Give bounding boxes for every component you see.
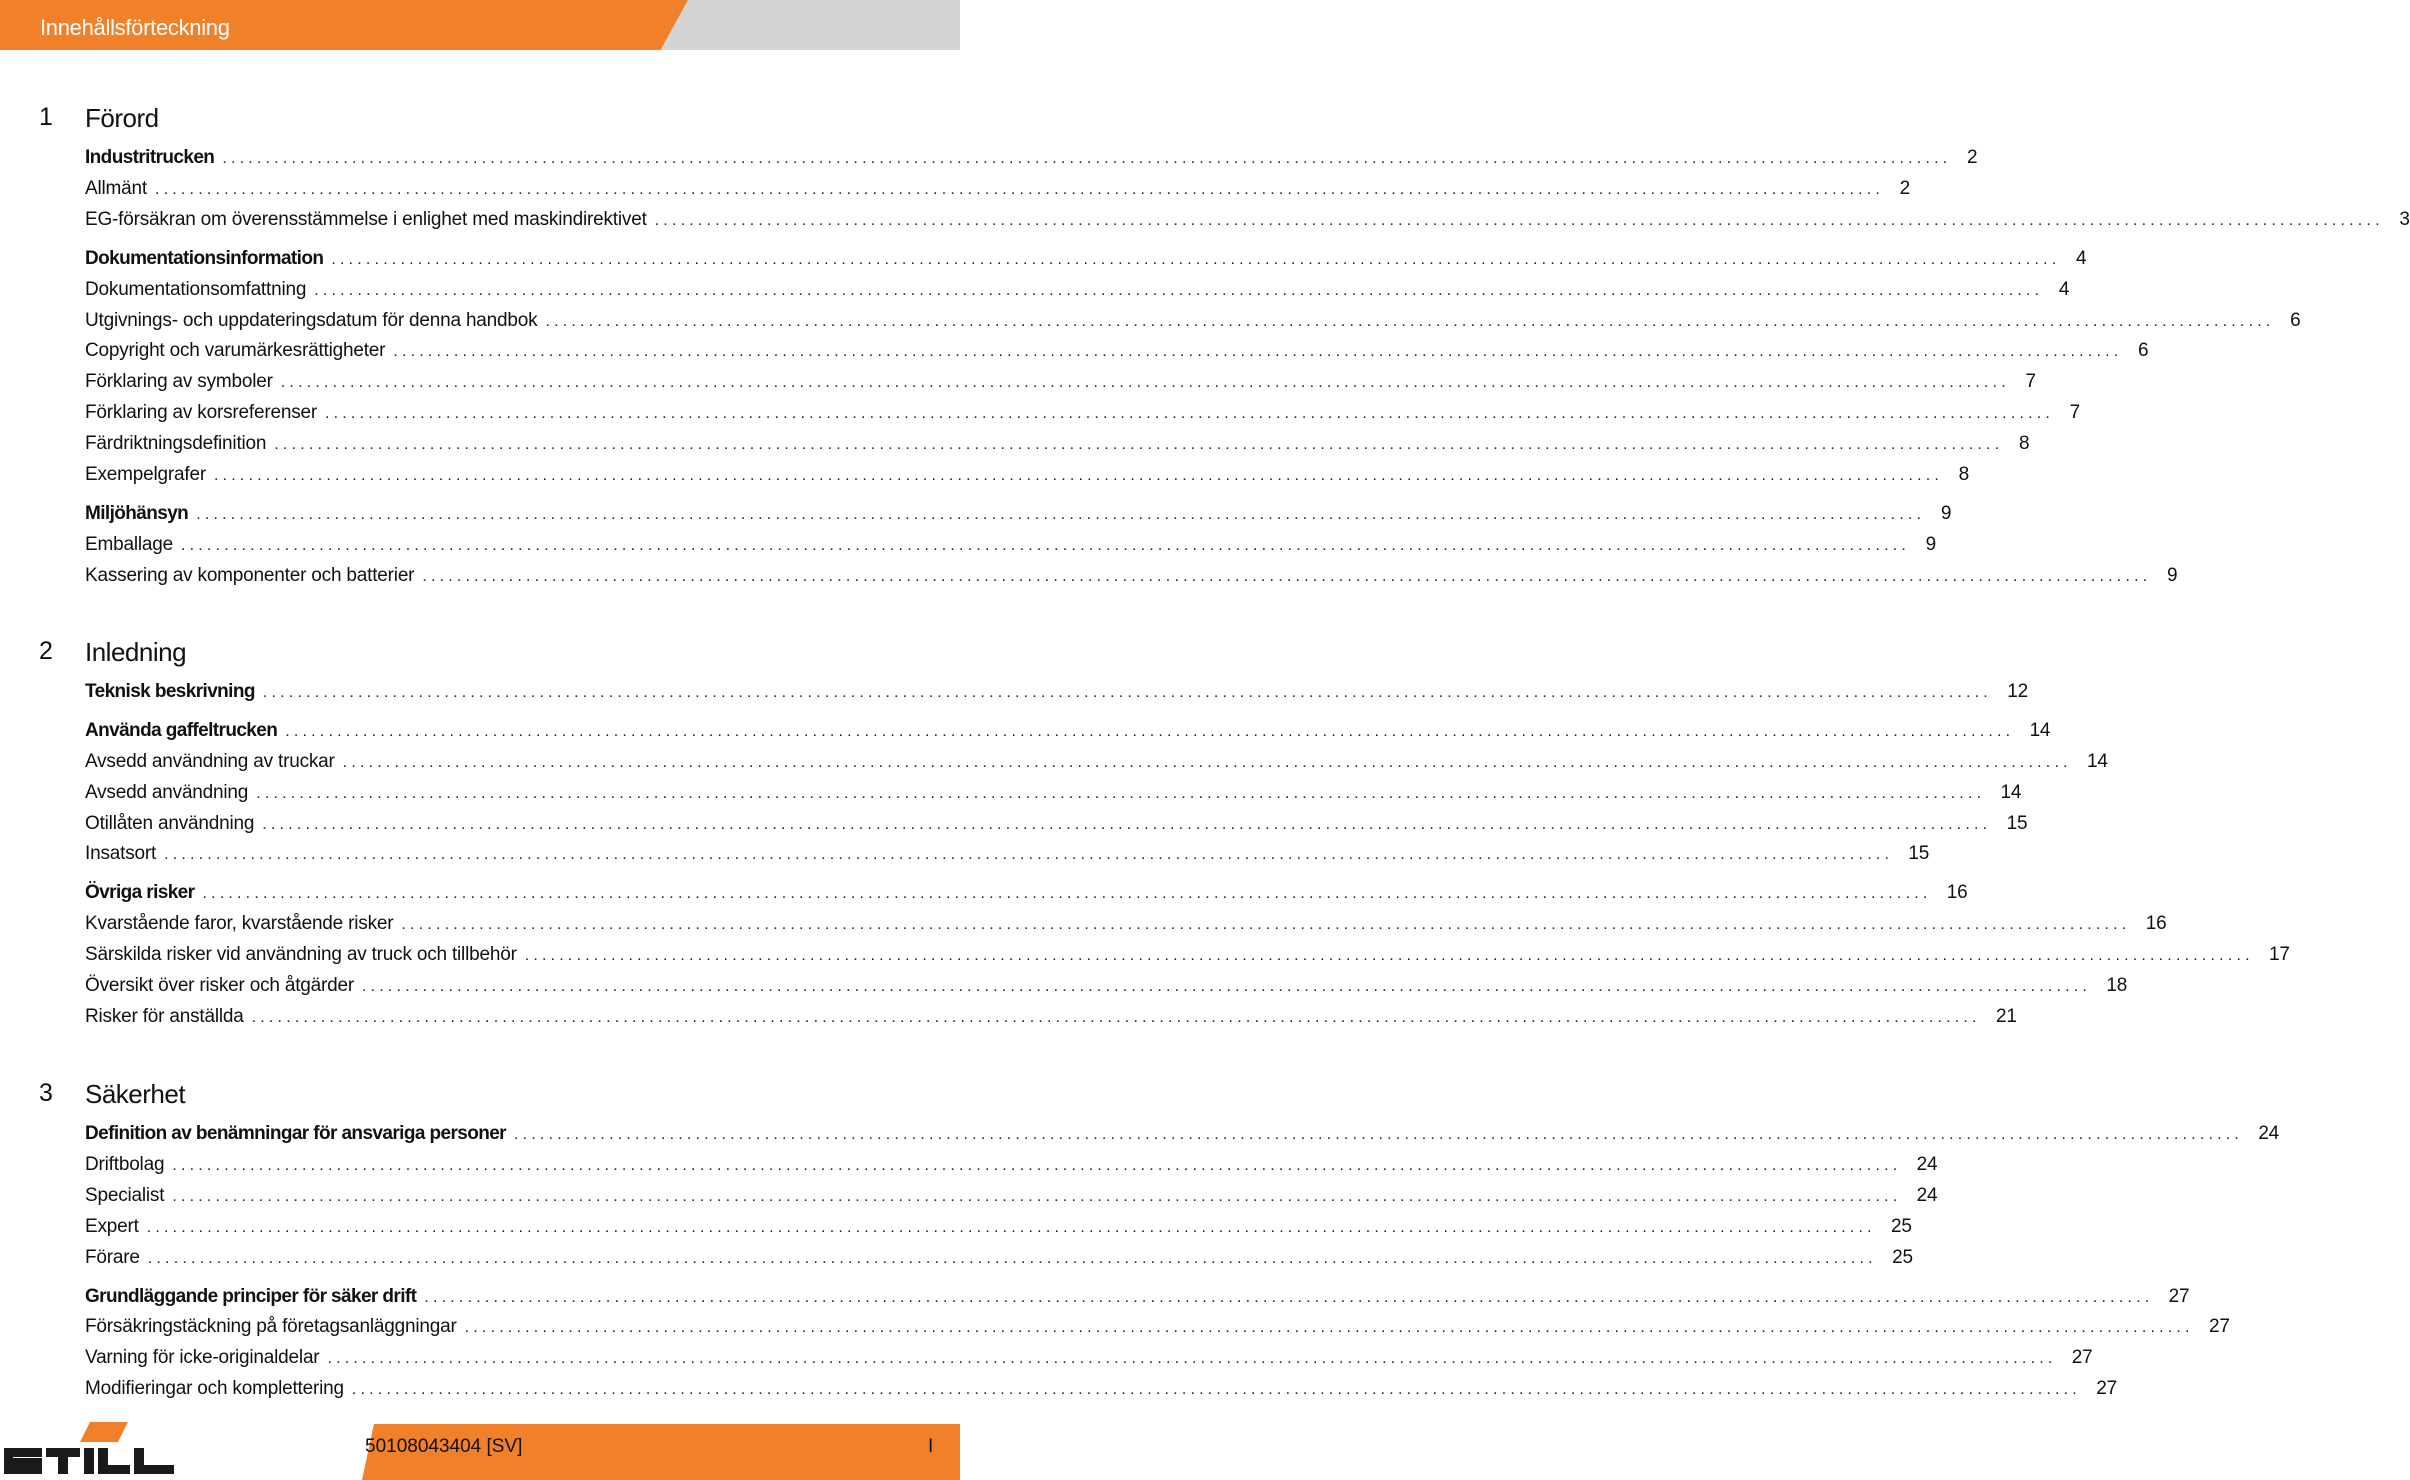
toc-entry[interactable] — [85, 843, 1930, 869]
toc-section-entry[interactable] — [85, 720, 2051, 746]
chapter-number: 3 — [39, 1079, 53, 1107]
dot-leader: ........................................................................................................................................................................................................ — [327, 1350, 2057, 1367]
chapter-number: 1 — [39, 103, 53, 131]
dot-leader: ........................................................................................................................................................................................................ — [180, 537, 1911, 554]
toc-entry-label: Varning för icke-originaldelar — [85, 1347, 320, 1368]
toc-entry-label: Kvarstående faror, kvarstående risker — [85, 913, 394, 934]
toc-entry-label: Driftbolag — [85, 1154, 165, 1175]
toc-section-entry[interactable] — [85, 1123, 2280, 1149]
toc-entry[interactable] — [85, 1154, 1938, 1180]
dot-leader: ........................................................................................................................................................................................................ — [172, 1188, 1902, 1205]
toc-entry-label: Avsedd användning av truckar — [85, 751, 335, 772]
toc-entry-label: Risker för anställda — [85, 1006, 244, 1027]
toc-entry-label: EG-försäkran om överensstämmelse i enlighet med maskindirektivet — [85, 209, 647, 230]
toc-entry[interactable] — [85, 279, 2070, 305]
toc-page-number: 14 — [2029, 720, 2051, 741]
dot-leader: ........................................................................................................................................................................................................ — [545, 313, 2275, 330]
toc-entry-label: Dokumentationsomfattning — [85, 279, 307, 300]
toc-entry-label: Allmänt — [85, 178, 147, 199]
toc-entry-label: Miljöhänsyn — [85, 503, 189, 524]
toc-entry[interactable] — [85, 340, 2149, 366]
toc-entry[interactable] — [85, 913, 2167, 939]
dot-leader: ........................................................................................................................................................................................................ — [422, 568, 2152, 585]
toc-page-number: 6 — [2290, 310, 2301, 331]
toc-page-number: 7 — [2025, 371, 2036, 392]
dot-leader: ........................................................................................................................................................................................................ — [424, 1289, 2154, 1306]
still-logo — [0, 1420, 180, 1480]
toc-page-number: 27 — [2071, 1347, 2093, 1368]
toc-page-number: 7 — [2069, 402, 2081, 423]
toc-entry[interactable] — [85, 371, 2036, 397]
dot-leader: ........................................................................................................................................................................................................ — [256, 785, 1986, 802]
dot-leader: ........................................................................................................................................................................................................ — [262, 816, 1992, 833]
toc-page-number: 8 — [2018, 433, 2030, 454]
toc-entry-label: Exempelgrafer — [85, 464, 206, 485]
toc-entry[interactable] — [85, 1347, 2093, 1373]
toc-entry-label: Otillåten användning — [85, 813, 255, 834]
toc-page-number: 25 — [1891, 1216, 1912, 1237]
toc-entry[interactable] — [85, 1247, 1913, 1273]
toc-page-number: 9 — [2167, 565, 2178, 586]
toc-page-number: 18 — [2106, 975, 2128, 996]
toc-page-number: 27 — [2208, 1316, 2230, 1337]
dot-leader: ........................................................................................................................................................................................................ — [362, 978, 2092, 995]
dot-leader: ........................................................................................................................................................................................................ — [164, 846, 1894, 863]
toc-page-number: 24 — [2258, 1123, 2280, 1144]
dot-leader: ........................................................................................................................................................................................................ — [222, 150, 1952, 167]
toc-page-number: 4 — [2058, 279, 2070, 300]
dot-leader: ........................................................................................................................................................................................................ — [524, 947, 2254, 964]
toc-entry[interactable] — [85, 310, 2301, 336]
toc-entry-label: Översikt över risker och åtgärder — [85, 975, 354, 996]
chapter-title: Säkerhet — [85, 1079, 186, 1109]
toc-entry-label: Insatsort — [85, 843, 157, 864]
toc-entry[interactable] — [85, 751, 2108, 777]
dot-leader: ........................................................................................................................................................................................................ — [154, 181, 1885, 198]
toc-entry-label: Copyright och varumärkesrättigheter — [85, 340, 386, 361]
toc-page-number: 2 — [1967, 147, 1978, 168]
toc-page-number: 8 — [1958, 464, 1970, 485]
toc-page-number: 12 — [2007, 681, 2028, 702]
toc-section-entry[interactable] — [85, 882, 1968, 908]
toc-page-number: 27 — [2168, 1286, 2190, 1307]
dot-leader: ........................................................................................................................................................................................................ — [314, 282, 2044, 299]
toc-section-entry[interactable] — [85, 503, 1952, 529]
toc-page-number: 21 — [1995, 1006, 2017, 1027]
dot-leader: ........................................................................................................................................................................................................ — [654, 212, 2384, 229]
page-header — [0, 0, 960, 50]
dot-leader: ........................................................................................................................................................................................................ — [331, 251, 2061, 268]
toc-entry-label: Förklaring av korsreferenser — [85, 402, 317, 423]
toc-section-entry[interactable] — [85, 1286, 2190, 1312]
toc-entry-label: Grundläggande principer för säker drift — [85, 1286, 417, 1307]
dot-leader: ........................................................................................................................................................................................................ — [351, 1381, 2081, 1398]
dot-leader: ........................................................................................................................................................................................................ — [274, 436, 2004, 453]
toc-entry-label: Modifieringar och komplettering — [85, 1378, 344, 1399]
dot-leader: ........................................................................................................................................................................................................ — [401, 916, 2131, 933]
toc-entry[interactable] — [85, 1378, 2117, 1404]
toc-page-number: 14 — [2087, 751, 2108, 772]
page-footer — [0, 1420, 960, 1480]
dot-leader: ........................................................................................................................................................................................................ — [280, 374, 2010, 391]
toc-section-entry[interactable] — [85, 147, 1978, 173]
dot-leader: ........................................................................................................................................................................................................ — [393, 343, 2123, 360]
dot-leader: ........................................................................................................................................................................................................ — [324, 405, 2055, 422]
toc-page-number: 16 — [2145, 913, 2167, 934]
dot-leader: ........................................................................................................................................................................................................ — [146, 1219, 1876, 1236]
toc-page-number: 4 — [2076, 248, 2087, 269]
toc-entry[interactable] — [85, 944, 2290, 970]
toc-entry[interactable] — [85, 209, 2410, 235]
toc-entry[interactable] — [85, 1216, 1912, 1242]
toc-entry-label: Dokumentationsinformation — [85, 248, 324, 269]
chapter-heading[interactable] — [0, 103, 960, 143]
toc-entry-label: Förare — [85, 1247, 140, 1268]
toc-page-number: 25 — [1892, 1247, 1913, 1268]
toc-entry[interactable] — [85, 565, 2178, 591]
toc-entry[interactable] — [85, 1185, 1938, 1211]
toc-entry-label: Använda gaffeltrucken — [85, 720, 278, 741]
dot-leader: ........................................................................................................................................................................................................ — [342, 754, 2072, 771]
toc-page-number: 2 — [1899, 178, 1911, 199]
toc-entry[interactable] — [85, 1006, 2017, 1032]
toc-entry[interactable] — [85, 534, 1937, 560]
dot-leader: ........................................................................................................................................................................................................ — [196, 506, 1926, 523]
toc-entry[interactable] — [85, 433, 2030, 459]
page-title: Innehållsförteckning — [40, 15, 230, 40]
toc-page-number: 16 — [1946, 882, 1968, 903]
toc-page-number: 9 — [1940, 503, 1952, 524]
toc-section-entry[interactable] — [85, 248, 2087, 274]
toc-entry-label: Expert — [85, 1216, 139, 1237]
toc-entry[interactable] — [85, 813, 2028, 839]
toc-entry-label: Industritrucken — [85, 147, 215, 168]
toc-entry[interactable] — [85, 782, 2022, 808]
dot-leader: ........................................................................................................................................................................................................ — [202, 885, 1932, 902]
dot-leader: ........................................................................................................................................................................................................ — [262, 684, 1992, 701]
toc-page-number: 27 — [2096, 1378, 2117, 1399]
toc-entry[interactable] — [85, 402, 2081, 428]
toc-page-number: 17 — [2269, 944, 2290, 965]
toc-page-number: 3 — [2399, 209, 2410, 230]
toc-page-number: 6 — [2138, 340, 2149, 361]
toc-entry-label: Utgivnings- och uppdateringsdatum för denna handbok — [85, 310, 538, 331]
toc-entry-label: Teknisk beskrivning — [85, 681, 255, 702]
toc-entry-label: Avsedd användning — [85, 782, 249, 803]
document-number: 50108043404 [SV] — [365, 1436, 523, 1457]
toc-entry-label: Specialist — [85, 1185, 165, 1206]
toc-entry-label: Kassering av komponenter och batterier — [85, 565, 415, 586]
page-number: I — [928, 1436, 934, 1457]
chapter-heading[interactable] — [0, 1079, 960, 1119]
toc-entry-label: Övriga risker — [85, 882, 195, 903]
toc-entry[interactable] — [85, 178, 1911, 204]
toc-entry[interactable] — [85, 464, 1970, 490]
toc-entry-label: Definition av benämningar för ansvariga personer — [85, 1123, 506, 1144]
toc-entry[interactable] — [85, 975, 2128, 1001]
dot-leader: ........................................................................................................................................................................................................ — [464, 1319, 2194, 1336]
toc-page-number: 9 — [1925, 534, 1937, 555]
chapter-heading[interactable] — [0, 637, 960, 677]
toc-entry-label: Försäkringstäckning på företagsanläggningar — [85, 1316, 457, 1337]
header-grey-band — [640, 0, 960, 50]
dot-leader: ........................................................................................................................................................................................................ — [172, 1157, 1902, 1174]
chapter-number: 2 — [39, 637, 53, 665]
chapter-title: Inledning — [85, 637, 187, 667]
toc-entry-label: Förklaring av symboler — [85, 371, 273, 392]
toc-page-number: 14 — [2000, 782, 2022, 803]
toc-entry[interactable] — [85, 1316, 2230, 1342]
dot-leader: ........................................................................................................................................................................................................ — [213, 467, 1944, 484]
dot-leader: ........................................................................................................................................................................................................ — [147, 1250, 1877, 1267]
toc-entry-label: Särskilda risker vid användning av truck och tillbehör — [85, 944, 517, 965]
dot-leader: ........................................................................................................................................................................................................ — [513, 1126, 2244, 1143]
toc-entry-label: Färdriktningsdefinition — [85, 433, 267, 454]
toc-section-entry[interactable] — [85, 681, 2028, 707]
toc-page-number: 24 — [1916, 1154, 1938, 1175]
dot-leader: ........................................................................................................................................................................................................ — [285, 723, 2015, 740]
dot-leader: ........................................................................................................................................................................................................ — [251, 1009, 1981, 1026]
toc-entry-label: Emballage — [85, 534, 173, 555]
toc-page-number: 15 — [2006, 813, 2028, 834]
toc-page-number: 15 — [1908, 843, 1930, 864]
chapter-title: Förord — [85, 103, 159, 133]
toc-page-number: 24 — [1916, 1185, 1938, 1206]
